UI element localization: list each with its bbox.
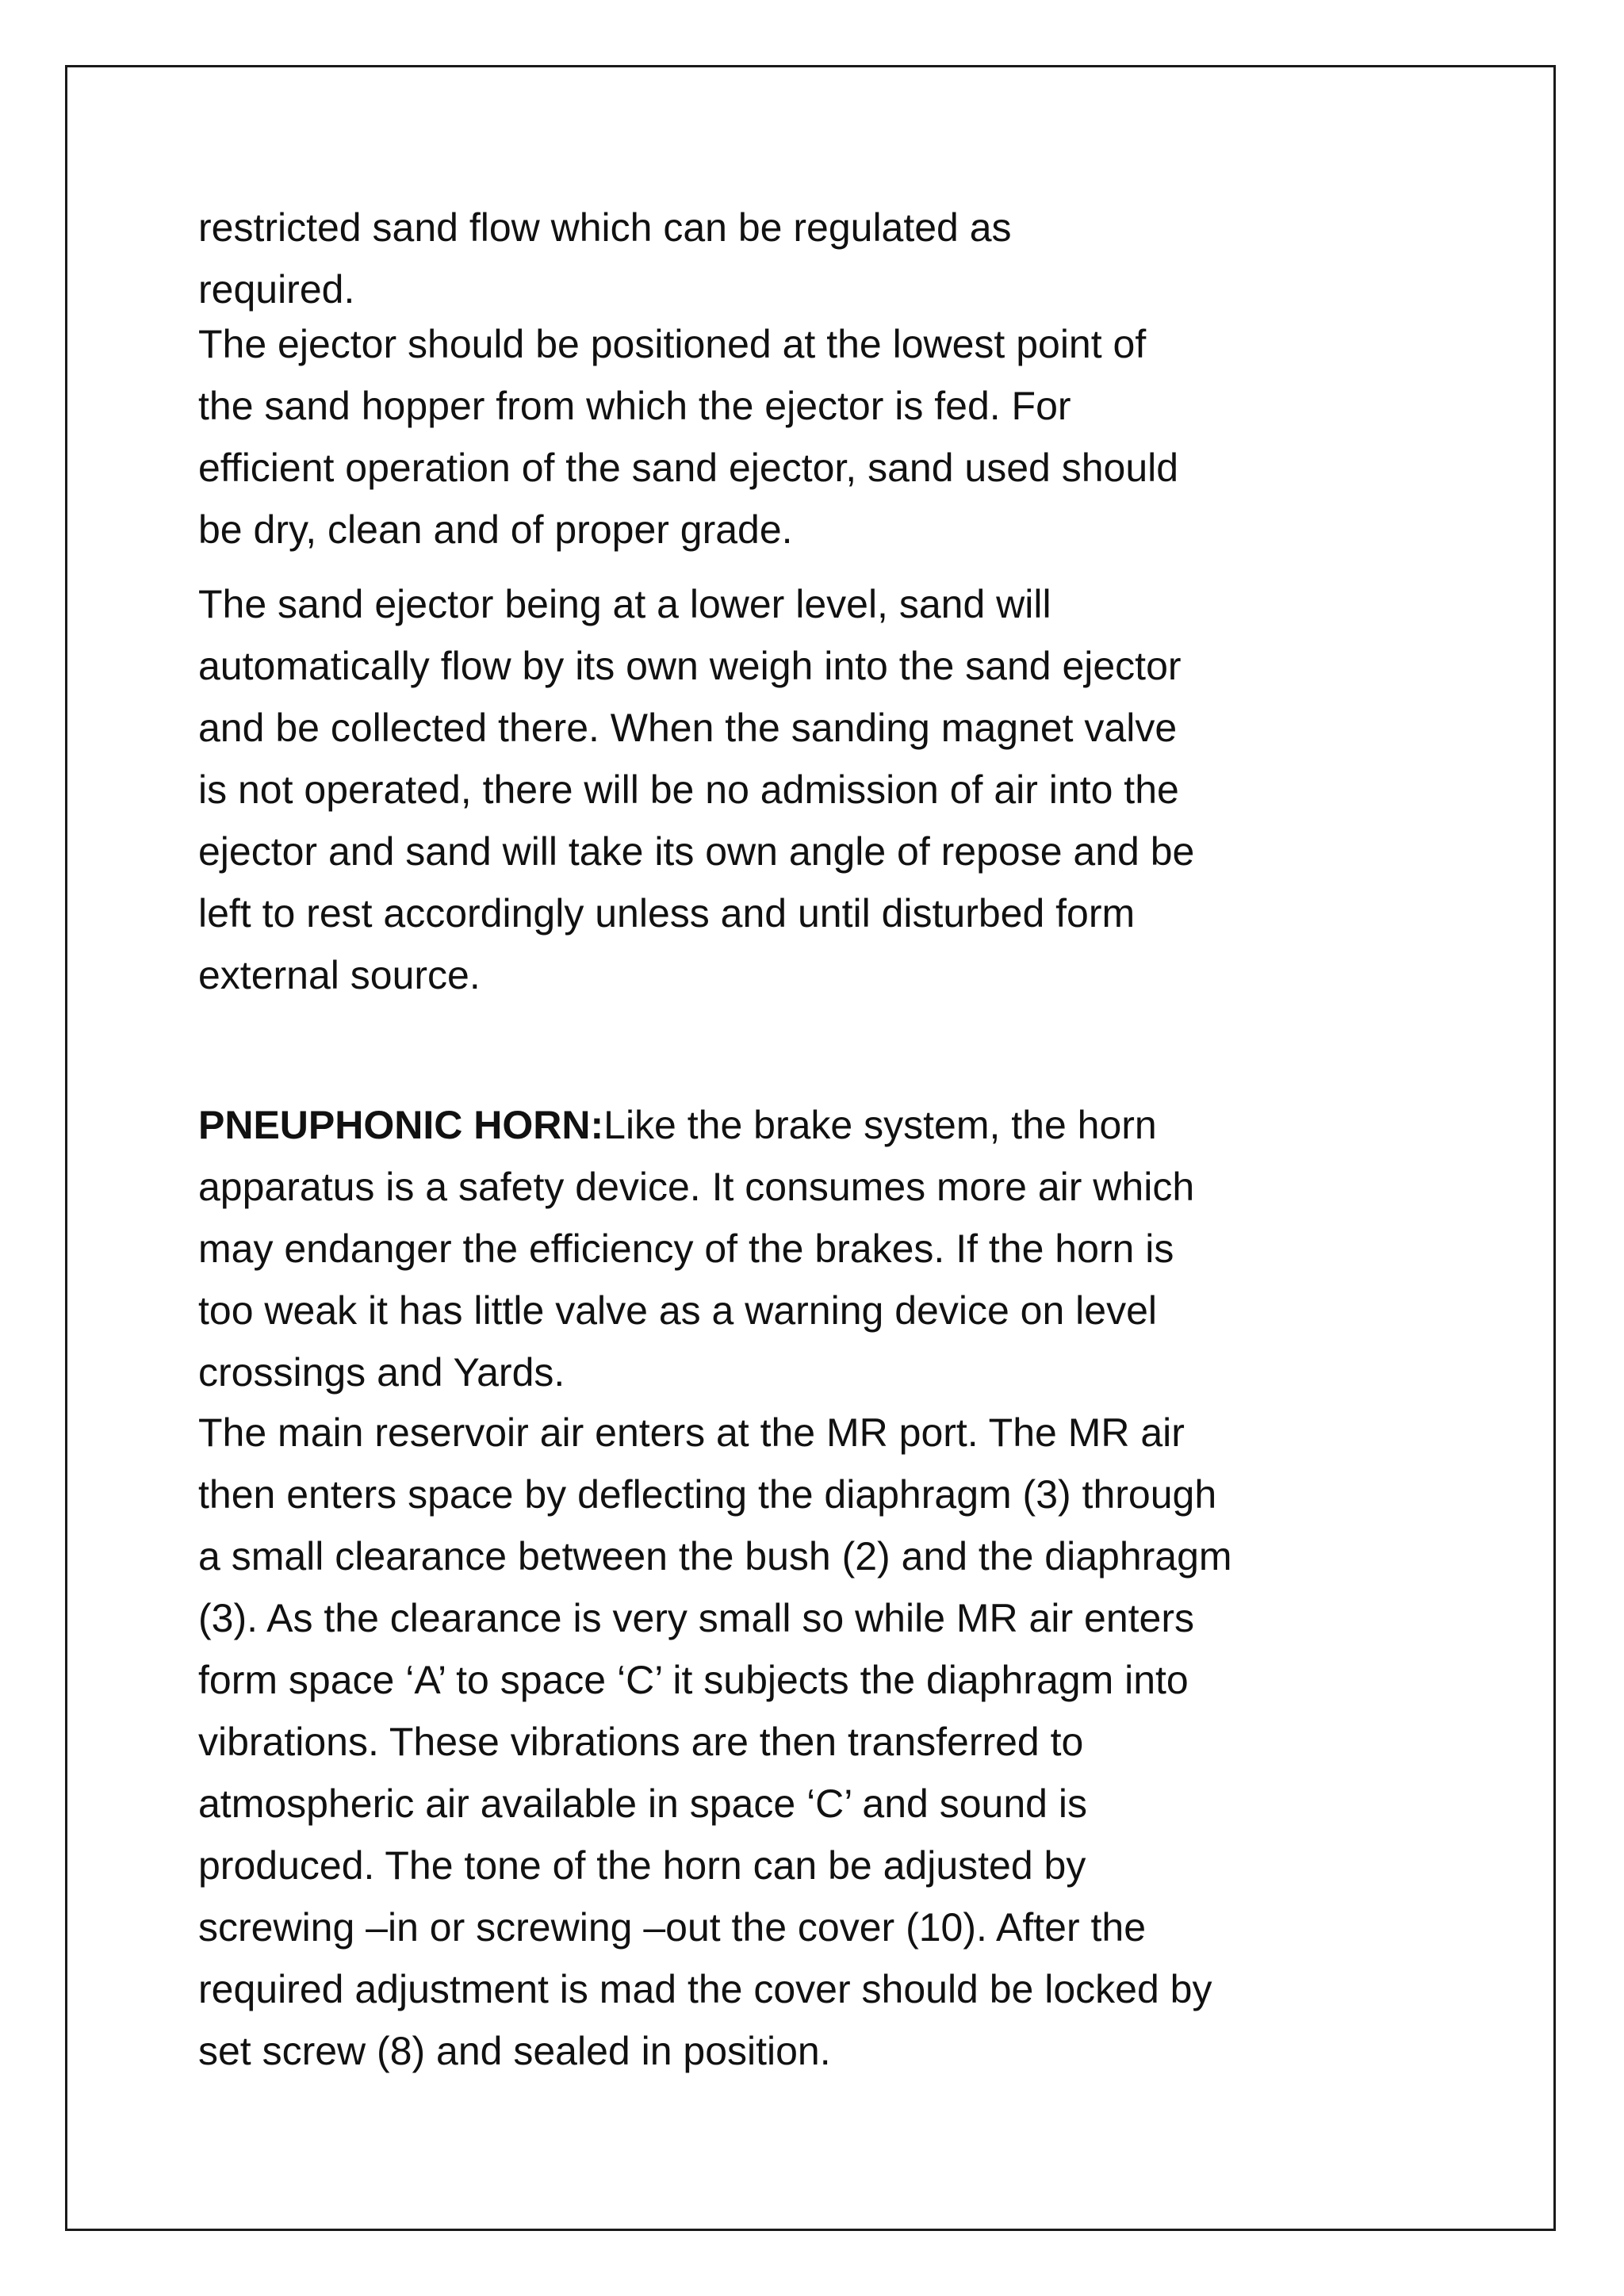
paragraph-sand-flow	[198, 197, 1435, 320]
heading-line-text: Like the brake system, the horn	[603, 1103, 1157, 1147]
text-line: form space ‘A’ to space ‘C’ it subjects the diaphragm into	[198, 1658, 1189, 1702]
paragraph-ejector-position	[198, 313, 1435, 561]
text-line: automatically flow by its own weigh into the sand ejector	[198, 644, 1182, 688]
text-line: be dry, clean and of proper grade.	[198, 507, 793, 552]
text-line: crossings and Yards.	[198, 1350, 565, 1395]
text-line: ejector and sand will take its own angle of repose and be	[198, 829, 1195, 874]
paragraph-pneuphonic-horn	[198, 1094, 1435, 1403]
text-line: and be collected there. When the sanding magnet valve	[198, 706, 1178, 750]
text-line: The main reservoir air enters at the MR port. The MR air	[198, 1410, 1185, 1455]
text-line: The sand ejector being at a lower level, sand will	[198, 582, 1051, 626]
text-line: efficient operation of the sand ejector, sand used should	[198, 446, 1179, 490]
text-line: required.	[198, 267, 355, 312]
text-line: external source.	[198, 953, 481, 997]
text-line: atmospheric air available in space ‘C’ and sound is	[198, 1781, 1087, 1826]
text-line: left to rest accordingly unless and until disturbed form	[198, 891, 1136, 936]
paragraph-main-reservoir	[198, 1402, 1435, 2082]
text-line: set screw (8) and sealed in position.	[198, 2029, 831, 2073]
text-line: restricted sand flow which can be regulated as	[198, 205, 1012, 250]
text-line: required adjustment is mad the cover should be locked by	[198, 1967, 1212, 2011]
text-line: is not operated, there will be no admission of air into the	[198, 767, 1179, 812]
text-line	[198, 1094, 1435, 1156]
text-line: produced. The tone of the horn can be adjusted by	[198, 1843, 1086, 1888]
text-line: may endanger the efficiency of the brakes. If the horn is	[198, 1226, 1174, 1271]
text-line: too weak it has little valve as a warning device on level	[198, 1288, 1157, 1333]
text-line: screwing –in or screwing –out the cover (10). After the	[198, 1905, 1147, 1950]
text-line: vibrations. These vibrations are then transferred to	[198, 1720, 1084, 1764]
text-line: the sand hopper from which the ejector is fed. For	[198, 384, 1071, 428]
text-line: The ejector should be positioned at the lowest point of	[198, 322, 1147, 366]
text-line: then enters space by deflecting the diaphragm (3) through	[198, 1472, 1217, 1517]
text-line: apparatus is a safety device. It consumes more air which	[198, 1165, 1195, 1209]
section-heading: PNEUPHONIC HORN:	[198, 1103, 604, 1147]
text-line: a small clearance between the bush (2) and the diaphragm	[198, 1534, 1232, 1578]
text-line: (3). As the clearance is very small so while MR air enters	[198, 1596, 1194, 1640]
paragraph-sand-ejector-level	[198, 573, 1435, 1006]
